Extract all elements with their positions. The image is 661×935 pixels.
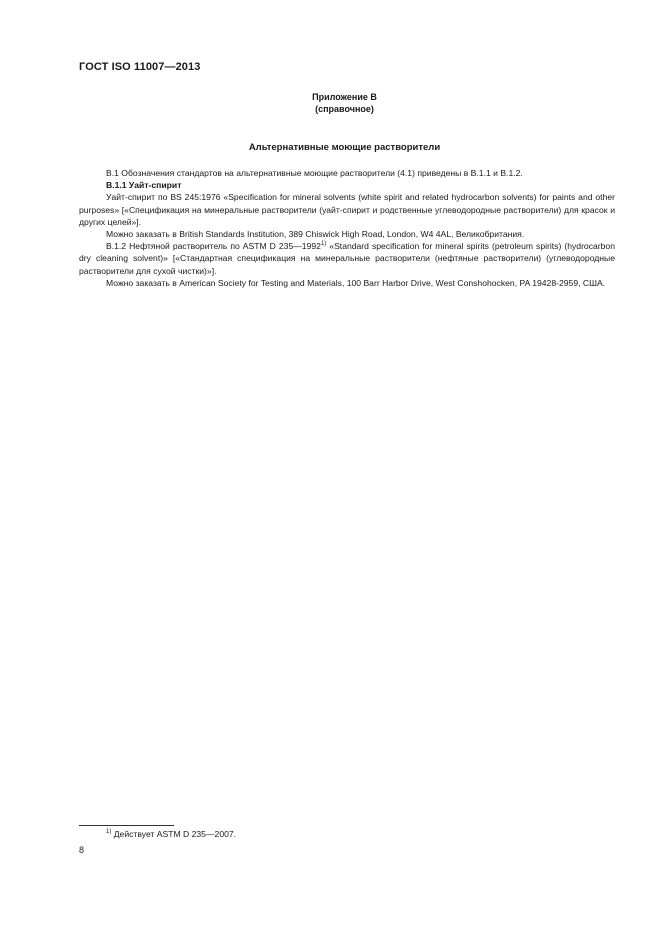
page-number: 8 (79, 845, 85, 855)
document-body (79, 167, 615, 289)
paragraph-astm-order: Можно заказать в American Society for Testing and Materials, 100 Barr Harbor Drive, West Conshohocken, PA 19428-2959, США. (106, 277, 606, 288)
subheading-b11: В.1.1 Уайт-спирит (106, 180, 182, 191)
annex-heading (0, 91, 661, 115)
paragraph-b12 (79, 240, 615, 277)
section-title: Альтернативные моющие растворители (248, 142, 441, 153)
annex-title: Приложение В (312, 92, 377, 102)
section-title-wrapper (0, 142, 661, 153)
paragraph-b12-rest: «Standard specification for mineral spirits (petroleum spirits) (hydrocarbon dry cleaning solvent)» [«Стандартная спецификация на минеральные растворители (нефтяные растворители) (углеводородные растворители для сухой чистки)»]. (79, 241, 615, 276)
paragraph-bsi-order: Можно заказать в British Standards Institution, 389 Chiswick High Road, London, W4 4AL, Великобритания. (106, 229, 525, 240)
document-header: ГОСТ ISO 11007—2013 (79, 61, 201, 73)
footnote-marker: 1) (106, 829, 112, 836)
paragraph-white-spirit: Уайт-спирит по BS 245:1976 «Specification for mineral solvents (white spirit and related hydrocarbon solvents) for paints and other purposes» [«Спецификация на минеральные растворители (уайт-спирит и родственные углеводородные растворители) для красок и других целей»]. (79, 192, 615, 227)
paragraph-b12-start: В.1.2 Нефтяной растворитель по ASTM D 235—1992 (106, 241, 321, 252)
paragraph-b1: В.1 Обозначения стандартов на альтернативные моющие растворители (4.1) приведены в В.1.1 и В.1.2. (106, 168, 523, 178)
footnote-divider (79, 825, 174, 826)
footnote (106, 829, 236, 839)
footnote-text: Действует ASTM D 235—2007. (111, 829, 237, 839)
annex-note: (справочное) (315, 104, 374, 114)
footnote-ref: 1) (320, 241, 327, 248)
